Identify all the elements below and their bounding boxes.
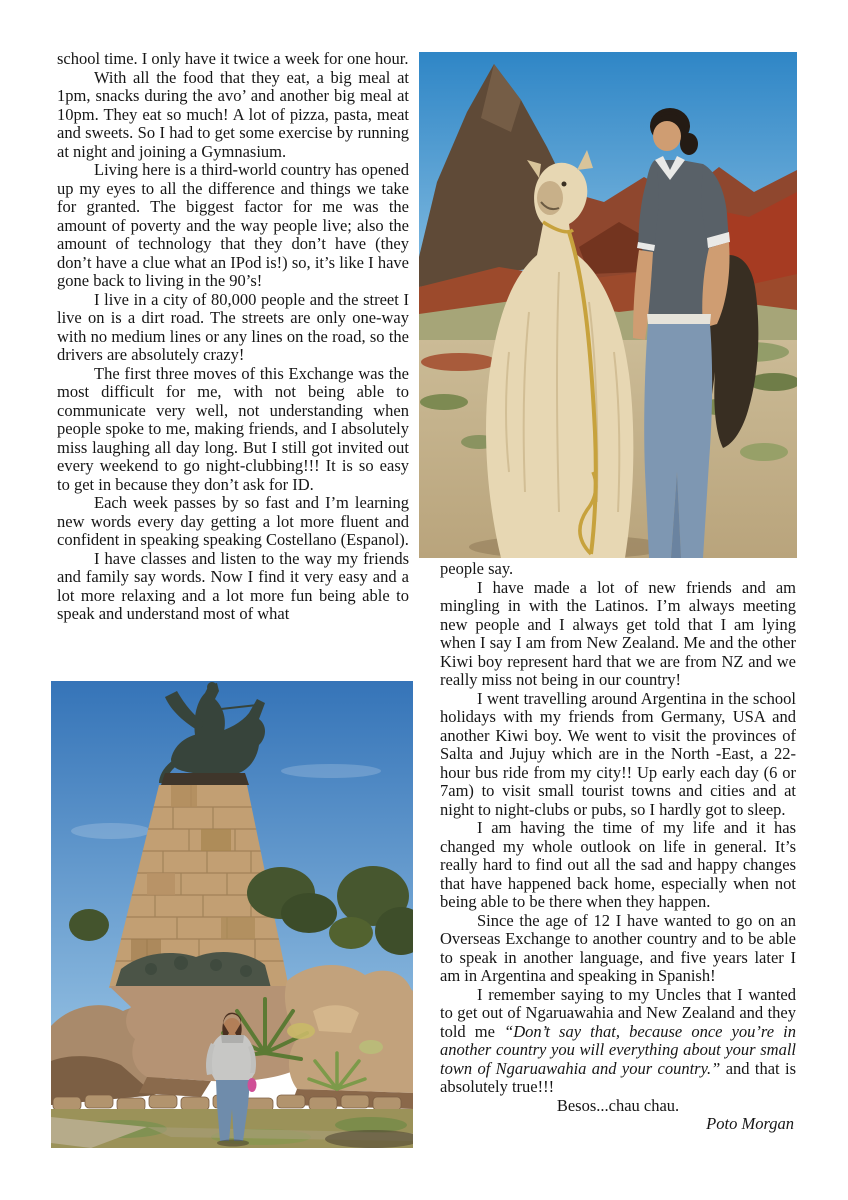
quote-tail: and that is absolutely true!!! [440, 1058, 797, 1096]
paragraph: I went travelling around Argentina in the school holidays with my friends from Germany, USA and another Kiwi boy. We went to visit the provinces of Salta and Jujuy which are in the North -East, a 22-hour bus ride from my city!! Up early each day (6 or 7am) to visit small tourist towns and cities and at night to night-clubs or pubs, so I hardly got to sleep. [440, 688, 796, 819]
right-text-column [440, 560, 796, 1134]
paragraph: Since the age of 12 I have wanted to go on an Overseas Exchange to another country and to be able to speak in another language, and five years later I am in Argentina and speaking in Spanish! [440, 910, 796, 985]
quote-lead: I remember saying to my Uncles that I wanted to get out of Ngaruawahia and New Zealand and they told me [440, 984, 796, 1041]
paragraph: Each week passes by so fast and I’m learning new words every day getting a lot more fluent and confident in speaking speaking Costellano (Espanol). [57, 493, 409, 549]
paragraph: people say. [440, 559, 514, 578]
paragraph: Living here is a third-world country has opened up my eyes to all the difference and things we take for granted. The biggest factor for me was the amount of poverty and the way people live; also the amount of technology that they don’t have (they don’t have a clue what an IPod is!) so, it’s like I have gone back to living in the 90’s! [57, 160, 409, 290]
paragraph: I have classes and listen to the way my friends and family say words. Now I find it very easy and a lot more relaxing and a lot more fun being able to speak and understand most of what [57, 548, 409, 623]
paragraph: The first three moves of this Exchange was the most difficult for me, with not being able to communicate very well, not understanding when people spoke to me, making friends, and I absolutely miss laughing all day long. But I still got invited out every weekend to go night-clubbing!!! It is so easy to get in because they don’t ask for ID. [57, 363, 409, 494]
paragraph: I am having the time of my life and it has changed my whole outlook on life in general. It’s really hard to find out all the sad and happy changes that have happened back home, especially when not being able to be there when they happen. [440, 818, 796, 911]
paragraph: I live in a city of 80,000 people and the street I live on is a dirt road. The streets are only one-way with no medium lines or any lines on the road, so the drivers are absolutely crazy! [57, 289, 409, 364]
paragraph: school time. I only have it twice a week for one hour. [57, 49, 409, 68]
left-text-column [57, 50, 409, 624]
paragraph: With all the food that they eat, a big meal at 1pm, snacks during the avo’ and another big meal at 10pm. They eat so much! A lot of pizza, pasta, meat and sweets. So I had to get some exercise by running at night and joining a Gymnasium. [57, 67, 409, 161]
equestrian-monument-photo [51, 681, 413, 1148]
quote-paragraph [440, 986, 796, 1097]
closing-line: Besos...chau chau. [556, 1095, 680, 1115]
pink-bag [248, 1078, 257, 1092]
paragraph: I have made a lot of new friends and am mingling in with the Latinos. I’m always meeting new people and I always get told that I am lying when I say I am from New Zealand. Me and the other Kiwi boy represent hard that we are from NZ and we really miss not being in our country! [440, 577, 796, 689]
author-signature: Poto Morgan [706, 1114, 794, 1133]
girl-with-llama-photo [419, 52, 797, 558]
quote-italic-text: “Don’t say that, because once you’re in another country you will everything about your small town of Ngaruawahia and your country.” [440, 1021, 796, 1078]
